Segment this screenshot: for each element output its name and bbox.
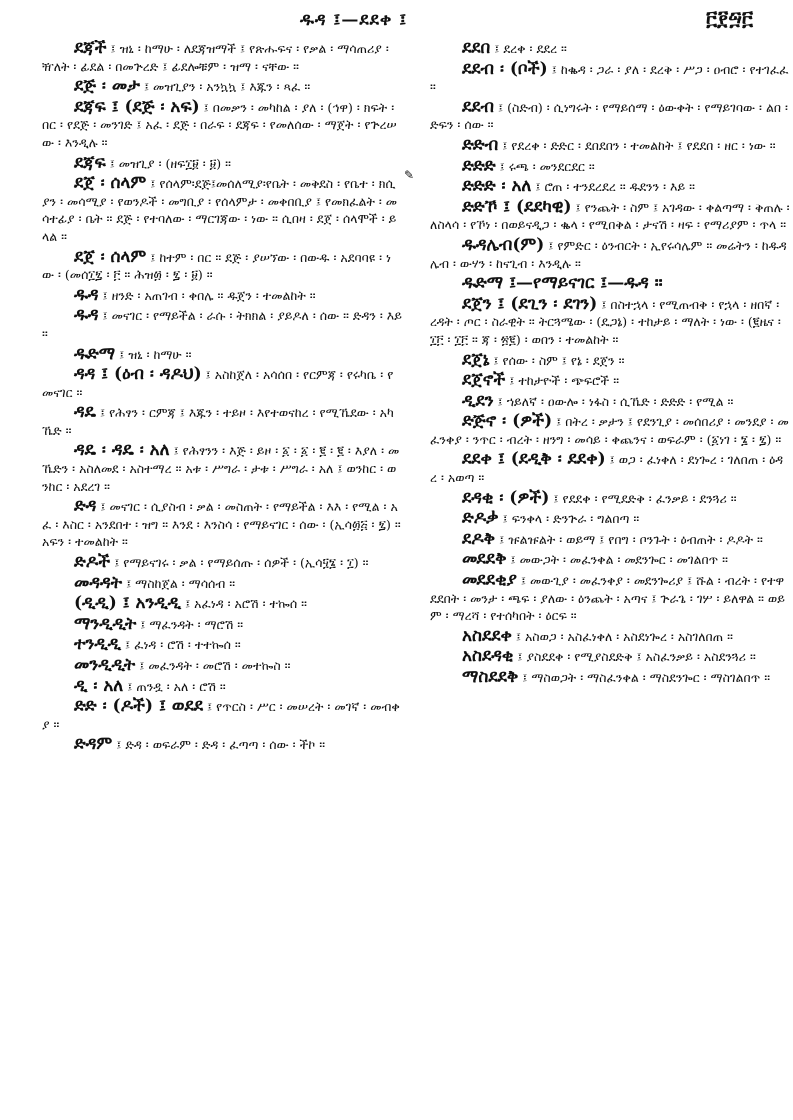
entry-headword: ተንዲዲ <box>74 634 122 655</box>
dictionary-entry <box>430 275 790 293</box>
entry-headword: ደጀኖች <box>462 370 506 391</box>
dictionary-entry <box>42 246 402 284</box>
entry-definition: ፤ የሕፃን ፡ ርምጃ ፤ እጁን ፡ ተይዞ ፡ እየተወናከረ ፡ የሚኼደው ፡ አካኼድ ። <box>42 405 394 438</box>
dictionary-entry <box>42 498 402 551</box>
entry-headword: ደደብ ፡ (ቦች) <box>462 58 548 79</box>
entry-headword: ድዶቃ <box>462 508 499 529</box>
entry-headword: ዱድማ ፤—የማይናገር ፤—ዱዳ ። <box>462 273 663 294</box>
entry-definition: ፤ በትረ ፡ ቃታን ፤ የደንጊያ ፡ መሰበሪያ ፡ መንደያ ፡ መፈንቀያ ፡ ንጥር ፡ ብረት ፡ ዘንግ ፡ መሳይ ፡ ቀጨንና ፡ ወፍራም ፡ (፩ነገ ፡ ፮ ፡ ፯) ። <box>430 414 789 447</box>
entry-definition: ፤ ድዳ ፡ ወፍራም ፡ ድዳ ፡ ፈጣጣ ፡ ሰው ፡ ችኮ ። <box>116 737 326 753</box>
entry-definition: ፤ መፈንዳት ፡ መሮሽ ፡ መተኰስ ። <box>139 658 291 673</box>
entry-definition: ፤ መውጊያ ፡ መፈንቀያ ፡ መደንጐሪያ ፤ ሹል ፡ ብረት ፡ የተዋደደበት ፡ መንታ ፡ ጫፍ ፡ ያለው ፡ ዕንጨት ፡ አጣና ፤ ጕራጌ ፡ ገሦ ፡ ይለዋል ። ወይም ፡ ማረሻ ፡ የተሰካበት ፡ ዕርፍ ። <box>430 573 785 624</box>
entry-headword: ማንዲዲት <box>74 613 137 634</box>
entry-definition: ፤ (ስድብ) ፡ ሲነግሩት ፡ የማይሰማ ፡ ዕውቀት ፡ የማይገባው ፡ ልበ ፡ ድፍን ፡ ሰው ። <box>430 99 788 133</box>
entry-definition: ፤ የሕፃንን ፡ እጅ ፡ ይዞ ፡ ፩ ፡ ፩ ፡ ፪ ፡ ፪ ፡ እያለ ፡ መኼድን ፡ አስለመደ ፡ አስተማረ ። አቱ ፡ ሥግራ ፡ ታቱ ፡ ሥግራ ፡ አለ ፤ ወንከር ፡ ወንከር ፡ አደረገ ። <box>42 443 400 494</box>
dictionary-entry <box>42 636 402 654</box>
entry-definition: ፤ አፈነዳ ፡ አሮሽ ፡ ተኰሰ ። <box>185 596 307 612</box>
entry-headword: ዲ ፡ አለ <box>74 675 124 696</box>
dictionary-entry <box>430 487 790 508</box>
entry-definition: ፤ ኀይለኛ ፡ ዐውሎ ፡ ነፋስ ፡ ሲኼድ ፡ ድድድ ፡ የሚል ። <box>497 393 734 409</box>
entry-definition: ፤ መናገር ፡ ሲያስብ ፡ ቃል ፡ መስጠት ፡ የማይችል ፡ እእ ፡ የሚል ፡ አፈ ፡ እስር ፡ አንደበተ ፡ ዝግ ። እንደ ፡ እንስሳ ፡ የማይናገር ፡ ሰው ፡ (ኢሳ፴፭ ፡ ፯) ። አፍን ፡ ተመልከት ። <box>42 499 401 550</box>
entry-headword: ድድ ፡ (ዶች) ፤ ወደደ <box>74 696 204 717</box>
entry-definition: ፤ ማስወጋት ፡ ማስፈንቀል ፡ ማስደንጐር ፡ ማስገልበጥ ። <box>522 670 771 685</box>
entry-definition: ፤ በስተኋላ ፡ የሚጠብቅ ፡ የኋላ ፡ ዘበኛ ፡ ረዳት ፡ ጦር ፡ ስራዊት ። ትርጓሜው ፡ (ዴጋኔ) ፡ ተከታይ ፡ ማለት ፡ ነው ፡ (፪ዜና ፡ ፲፫ ፡ ፲፫ ። ጃ ፡ ፳፪) ፡ ወበን ፡ ተመልከት ። <box>430 296 781 347</box>
dictionary-entry <box>42 698 402 733</box>
dictionary-entry <box>430 58 790 96</box>
dictionary-entry <box>42 736 402 754</box>
dictionary-entry <box>430 572 790 625</box>
entry-headword: ደደበ <box>462 40 491 58</box>
entry-headword: ድድብ <box>462 134 499 155</box>
entry-definition: ፤ ዘንድ ፡ አጠገብ ፡ ቀበሌ ። ዱጀን ፡ ተመልከት ። <box>102 287 316 303</box>
dictionary-entry <box>430 234 790 272</box>
entry-headword: ዱዳሌብ(ም) <box>462 234 545 255</box>
dictionary-entry <box>430 510 790 528</box>
entry-headword: ድዶች <box>74 552 111 573</box>
running-head-title: ዱዳ ፤—ደደቀ ፤ <box>300 10 408 30</box>
entry-headword: ደጀን ፤ (ደጊን ፡ ደገን) <box>462 293 598 314</box>
dictionary-entry <box>42 442 402 495</box>
dictionary-entry <box>430 551 790 569</box>
dictionary-entry <box>430 648 790 666</box>
dictionary-entry <box>42 78 402 96</box>
entry-headword: ደጀ ፡ ሰላም <box>74 246 147 267</box>
entry-definition: ፤ የሰላም፡ደጅ፤መሰለሚያ፡የቤት ፡ መቅደስ ፡ የቤተ ፡ ክሲያን ፡ መሳሚያ ፡ የወንዶች ፡ መግቢያ ፡ የሰላምታ ፡ መቀበቢያ ፤ የመክፈልት ፡ መሳተፊያ ፡ ቤት ። ደጅ ፡ የተባለው ፡ ማርገጃው ፡ ነው ። ሲበዛ ፡ ደጀ ፡ ሰላሞች ፡ ይላል ። <box>42 176 398 244</box>
dictionary-entry <box>42 307 402 342</box>
entry-headword: መደደቂያ <box>462 570 517 591</box>
dictionary-entry <box>430 413 790 448</box>
right-column <box>430 40 790 1115</box>
dictionary-entry <box>42 675 402 696</box>
entry-headword: ድዳም <box>74 734 113 755</box>
entry-definition: ፤ ጠንዷ ፡ አለ ፡ ሮሽ ። <box>127 678 226 694</box>
entry-headword: ደዳቂ ፡ (ዎች) <box>462 487 550 508</box>
entry-headword: ደዶቅ <box>462 528 496 549</box>
entry-headword: ደደብ <box>462 96 495 117</box>
dictionary-entry <box>42 175 402 245</box>
margin-mark: ✎ <box>404 168 415 182</box>
entry-definition: ፤ በመቃን ፡ መካከል ፡ ያለ ፡ (ኅዋ) ፡ ክፍት ፡ በር ፡ የደጅ ፡ መንገድ ፤ አፈ ፡ ደጅ ፡ በራፍ ፡ ደጃፍ ፡ የመለሰው ፡ ማጀት ፡ የጕረሠው ፡ እንዲሉ ። <box>42 99 397 150</box>
dictionary-entry <box>42 152 402 173</box>
dictionary-entry <box>430 669 790 687</box>
entry-definition: ፤ መዝጊያ ፡ (ዘፍ፲፱ ፡ ፱) ። <box>109 155 231 171</box>
entry-headword: ማስደደቅ <box>462 667 519 687</box>
dictionary-entry <box>430 178 790 196</box>
entry-definition: ፤ መዝጊያን ፡ አንኳኳ ፤ እጁን ፡ ጻፈ ። <box>143 79 311 95</box>
dictionary-entry <box>42 572 402 593</box>
entry-headword: ድድኾ ፤ (ደደካዊ) <box>462 196 572 217</box>
dictionary-entry <box>42 657 402 675</box>
entry-definition: ፤ የማይናገሩ ፡ ቃል ፡ የማይሰጡ ፡ ሰዎች ፡ (ኢሳ፶፮ ፡ ፲) ። <box>114 555 369 571</box>
dictionary-entry <box>430 196 790 234</box>
entry-headword: አስደደቀ <box>462 625 512 646</box>
dictionary-entry <box>430 349 790 370</box>
entry-headword: ደጃፍ <box>74 152 106 173</box>
dictionary-entry <box>430 390 790 411</box>
entry-definition: ፤ መውጋት ፡ መፈንቀል ፡ መደንጐር ፡ መገልበጥ ። <box>510 552 729 568</box>
entry-headword: ደጅ ፡ መታ <box>74 76 140 97</box>
entry-headword: ደደቀ ፤ (ደዲቅ ፡ ደደቀ) <box>462 449 606 470</box>
entry-definition: ፤ መናገር ፡ የማይችል ፡ ራሱ ፡ ትክክል ፡ ያይዶለ ፡ ሰው ። ድዳን ፡ እይ ። <box>42 308 402 341</box>
entry-headword: ደጃፍ ፤ (ደጅ ፡ አፍ) <box>74 96 200 117</box>
entry-headword: ደጀኔ <box>462 349 490 370</box>
entry-definition: ፤ ሮጠ ፡ ተንደረደረ ። ዱደንን ፡ እይ ። <box>535 179 695 195</box>
dictionary-entry <box>42 40 402 75</box>
dictionary-entry <box>430 155 790 176</box>
dictionary-entry <box>430 625 790 646</box>
entry-definition: ፤ ሩጫ ፡ መንደርደር ። <box>499 158 595 174</box>
entry-definition: ፤ ደረቀ ፡ ደደረ ። <box>494 41 567 56</box>
entry-headword: መዳዳት <box>74 572 123 593</box>
dictionary-entry <box>430 528 790 549</box>
entry-definition: ፤ የደደቀ ፡ የሚደድቅ ፡ ፈንቃይ ፡ ደንጓሪ ። <box>553 490 737 506</box>
entry-headword: ዲደን <box>462 390 494 411</box>
dictionary-entry <box>430 451 790 486</box>
dictionary-entry <box>42 404 402 439</box>
entry-headword: አስደዳቂ <box>462 646 514 667</box>
entry-definition: ፤ የሰው ፡ ስም ፤ የኔ ፡ ደጀን ። <box>493 352 625 368</box>
entry-headword: ደጀ ፡ ሰላም <box>74 173 147 194</box>
dictionary-entry <box>430 372 790 390</box>
left-column <box>42 40 402 1115</box>
entry-headword: ድድድ ፡ አለ <box>462 176 532 197</box>
entry-definition: ፤ ፍንቀላ ፡ ድንጕራ ፡ ግልበጣ ። <box>502 511 640 527</box>
entry-headword: ደጃች <box>74 40 107 58</box>
entry-headword: ዱዳ <box>74 284 99 305</box>
page-number: ፫፻፵፫ <box>706 6 753 30</box>
dictionary-entry <box>42 554 402 572</box>
entry-definition: ፤ የንጨት ፡ ስም ፤ አገዳው ፡ ቀልጣማ ፡ ቅጠሉ ፡ ለስላሳ ፡ የኾነ ፡ በወይናዲጋ ፡ ቈላ ፡ የሚበቅል ፡ ታናሽ ፡ ዛፍ ፡ የማሪያም ፡ ጥላ ። <box>430 199 790 233</box>
entry-headword: ድጅኖ ፡ (ዎች) <box>462 411 553 432</box>
dictionary-entry <box>430 293 790 349</box>
entry-headword: ዱዳ <box>74 305 99 326</box>
entry-headword: (ዲዲ) ፤ አንዲዲ <box>74 593 182 614</box>
dictionary-entry <box>42 595 402 613</box>
entry-headword: መደደቅ <box>462 549 507 570</box>
dictionary-entry <box>42 343 402 364</box>
entry-definition: ፤ የደረቀ ፡ ድድር ፡ ደበደበን ፡ ተመልከት ፤ የደደበ ፡ ዘር ፡ ነው ። <box>502 137 776 153</box>
dictionary-entry <box>42 366 402 401</box>
entry-headword: መንዲዲት <box>74 655 136 675</box>
entry-headword: ዳዴ ፡ ዳዴ ፡ አለ <box>74 440 170 461</box>
entry-definition: ፤ ከተም ፡ በር ። ደጅ ፡ ያሠኘው ፡ በውዱ ፡ አደባባዩ ፡ ነው ፡ (መሰ፲፯ ፡ ፫ ። ሕዝ፴ ፡ ፯ ፡ ፱) ። <box>42 249 391 283</box>
entry-definition: ፤ ከቈዳ ፡ ጋራ ፡ ያለ ፡ ደረቅ ፡ ሥጋ ፡ ዐብሮ ፡ የተገፈፈ ። <box>430 61 789 95</box>
entry-definition: ፤ ዡልዡልት ፡ ወይማ ፤ የበግ ፡ ቦንጉት ፡ ዕብጠት ፡ ዶዶት ። <box>499 531 763 547</box>
entry-definition: ፤ አስከጀለ ፡ አሳሰበ ፡ የርምጃ ፡ የሩካቤ ፡ የመናገር ። <box>42 367 394 400</box>
entry-definition: ፤ የምድር ፡ ዕንብርት ፡ ኢየሩሳሌም ። መሬትን ፡ ከዱዳሌብ ፡ ውሃን ፡ ከናጊብ ፡ እንዲሉ ። <box>430 237 787 271</box>
entry-definition: ፤ ዝኒ ፡ ከማሁ ። <box>119 346 192 362</box>
entry-headword: ዳዳ ፤ (ዕብ ፡ ዳዶህ) <box>74 364 202 385</box>
entry-definition: ፤ ማፈንዳት ፡ ማሮሽ ። <box>140 616 244 632</box>
entry-headword: ድድድ <box>462 155 496 176</box>
entry-definition: ፤ አስወጋ ፡ አስፈነቀለ ፡ አስደነጐረ ፡ አስገለበጠ ። <box>515 628 733 644</box>
dictionary-entry <box>430 96 790 134</box>
dictionary-entry <box>42 284 402 305</box>
running-head <box>0 4 793 34</box>
entry-headword: ዳዴ <box>74 402 96 423</box>
entry-definition: ፤ ወጋ ፡ ፈነቀለ ፡ ደነጐረ ፡ ገለበጠ ፡ ዕዳረ ፡ አወጣ ። <box>430 452 784 486</box>
entry-definition: ፤ ማስከጀል ፡ ማሳሰብ ። <box>126 575 236 591</box>
entry-definition: ፤ የጥርስ ፡ ሥር ፡ መሠረት ፡ መገኛ ፡ መብቀያ ። <box>42 699 400 732</box>
entry-definition: ፤ ተከታዮች ፡ ጭፍሮች ። <box>509 373 620 389</box>
entry-definition: ፤ ያስደደቀ ፡ የሚያስደድቅ ፤ አስፈንቃይ ፡ አስደንጓሪ ። <box>517 649 756 665</box>
entry-headword: ዱድማ <box>74 343 116 364</box>
dictionary-entry <box>430 134 790 155</box>
dictionary-entry <box>42 96 402 152</box>
entry-definition: ፤ ዝኒ ፡ ከማሁ ፡ ለደጃዝማች ፤ የጽሑፍና ፡ የቃል ፡ ማሳጠሪያ ፡ ዥለት ፡ ፊደል ፡ በመጕረድ ፤ ፊደሎቹም ፡ ዝማ ፡ ናቸው ። <box>42 41 389 74</box>
dictionary-entry <box>430 40 790 58</box>
entry-headword: ድዳ <box>74 496 97 517</box>
entry-definition: ፤ ፈነዳ ፡ ሮሽ ፡ ተተኰሰ ። <box>125 637 241 653</box>
dictionary-entry <box>42 613 402 634</box>
